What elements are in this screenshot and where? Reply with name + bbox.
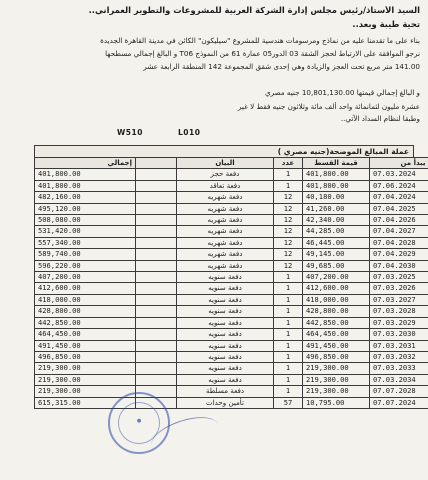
cell-empty	[136, 306, 177, 317]
cell-desc: دفعة شهريه	[177, 215, 274, 226]
cell-start: 07.03.2032	[370, 351, 428, 362]
cell-total: 219,300.00	[35, 386, 136, 397]
cell-total: 412,600.00	[35, 283, 136, 294]
addressee-line: السيد الأستاذ/رئيس مجلس إدارة الشركة العربية للمشروعات والتطوير العمراني..	[88, 6, 420, 15]
cell-count: 1	[274, 272, 303, 283]
cell-total: 464,450.00	[35, 329, 136, 340]
cell-desc: دفعة سنويه	[177, 294, 274, 305]
cell-desc: دفعة تعاقد	[177, 180, 274, 191]
cell-empty	[136, 249, 177, 260]
cell-count: 1	[274, 351, 303, 362]
cell-total: 557,340.00	[35, 237, 136, 248]
cell-installment: 412,600.00	[303, 283, 370, 294]
cell-count: 1	[274, 363, 303, 374]
cell-empty	[136, 237, 177, 248]
total-words-line: عشرة مليون لثمانمائة واحد ألف مائة وثلاثون جنيه فقط لا غير	[237, 102, 420, 111]
stamp-lettering: ●	[136, 418, 142, 424]
cell-installment: 464,450.00	[303, 329, 370, 340]
cell-total: 589,740.00	[35, 249, 136, 260]
cell-total: 442,850.00	[35, 317, 136, 328]
table-row	[35, 386, 428, 397]
intro-line-2: نرجو الموافقة على الارتباط لحجز الشقة 03 الدور05 عمارة 61 من النموذج T06 و البالغ إجمالي مسطحها	[105, 49, 420, 58]
cell-empty	[136, 203, 177, 214]
cell-count: 12	[274, 192, 303, 203]
cell-start: 07.03.2034	[370, 374, 428, 385]
table-row	[35, 272, 428, 283]
cell-start: 07.03.2024	[370, 169, 428, 180]
cell-start: 07.04.2030	[370, 260, 428, 271]
cell-desc: دفعة مسلطة	[177, 386, 274, 397]
table-row	[35, 283, 428, 294]
cell-start: 07.03.2029	[370, 317, 428, 328]
code-right: L010	[178, 128, 201, 137]
table-row	[35, 260, 428, 271]
cell-start: 07.04.2028	[370, 237, 428, 248]
cell-desc: دفعة سنويه	[177, 317, 274, 328]
cell-total: 219,300.00	[35, 374, 136, 385]
cell-total: 428,800.00	[35, 306, 136, 317]
table-row	[35, 329, 428, 340]
cell-count: 57	[274, 397, 303, 408]
cell-desc: دفعة شهريه	[177, 249, 274, 260]
table-row	[35, 397, 428, 408]
table-row	[35, 237, 428, 248]
cell-desc: دفعة سنويه	[177, 283, 274, 294]
cell-installment: 401,800.00	[303, 169, 370, 180]
table-row	[35, 294, 428, 305]
intro-line-1: بناء على ما تقدمنا عليه من نماذج ومرسومات هندسية للمشروع "سيليكون" الكائن في مدينة القاهرة الجديدة	[100, 36, 420, 45]
cell-total: 407,200.00	[35, 272, 136, 283]
cell-empty	[136, 317, 177, 328]
cell-desc: دفعة شهريه	[177, 192, 274, 203]
cell-count: 1	[274, 180, 303, 191]
payment-table	[34, 145, 426, 409]
cell-desc: دفعة سنويه	[177, 272, 274, 283]
cell-empty	[136, 272, 177, 283]
intro-line-3: 141.00 متر مربع تحت العجز والزيادة وهي إحدى شقق المجموعة 142 المنطقة الرابعة عشر	[143, 62, 420, 71]
cell-total: 219,300.00	[35, 363, 136, 374]
cell-desc: دفعة شهريه	[177, 226, 274, 237]
cell-desc: دفعة شهريه	[177, 237, 274, 248]
table-row	[35, 340, 428, 351]
cell-desc: دفعة شهريه	[177, 203, 274, 214]
cell-empty	[136, 340, 177, 351]
code-left: W510	[117, 128, 143, 137]
cell-installment: 407,200.00	[303, 272, 370, 283]
cell-count: 1	[274, 294, 303, 305]
cell-total: 496,850.00	[35, 351, 136, 362]
header-gap	[136, 158, 177, 169]
total-value-line: و البالغ إجمالي قيمتها 10,801,130.00 جنيه مصري	[264, 88, 420, 97]
cell-empty	[136, 283, 177, 294]
cell-installment: 496,850.00	[303, 351, 370, 362]
table-row	[35, 192, 428, 203]
cell-empty	[136, 294, 177, 305]
cell-installment: 219,300.00	[303, 386, 370, 397]
table-row	[35, 226, 428, 237]
table-row	[35, 317, 428, 328]
cell-desc: دفعة سنويه	[177, 374, 274, 385]
cell-desc: دفعة سنويه	[177, 363, 274, 374]
cell-installment: 49,145.00	[303, 249, 370, 260]
header-desc: البيان	[177, 158, 274, 169]
cell-total: 531,420.00	[35, 226, 136, 237]
cell-empty	[136, 363, 177, 374]
cell-empty	[136, 329, 177, 340]
cell-desc: تأمين وحدات	[177, 397, 274, 408]
table-row	[35, 180, 428, 191]
cell-installment: 219,300.00	[303, 363, 370, 374]
cell-total: 401,800.00	[35, 169, 136, 180]
cell-empty	[136, 215, 177, 226]
cell-count: 12	[274, 226, 303, 237]
cell-count: 1	[274, 340, 303, 351]
cell-empty	[136, 192, 177, 203]
cell-total: 596,220.00	[35, 260, 136, 271]
table-body	[35, 169, 428, 409]
cell-start: 07.04.2027	[370, 226, 428, 237]
cell-installment: 46,445.00	[303, 237, 370, 248]
table-header-row	[35, 158, 428, 169]
cell-start: 07.03.2028	[370, 306, 428, 317]
cell-installment: 491,450.00	[303, 340, 370, 351]
header-count: عدد	[274, 158, 303, 169]
cell-desc: دفعة سنويه	[177, 340, 274, 351]
table-row	[35, 351, 428, 362]
cell-count: 1	[274, 374, 303, 385]
cell-installment: 10,795.00	[303, 397, 370, 408]
cell-count: 12	[274, 215, 303, 226]
cell-empty	[136, 180, 177, 191]
cell-desc: دفعة شهريه	[177, 260, 274, 271]
cell-start: 07.03.2027	[370, 294, 428, 305]
cell-installment: 42,340.00	[303, 215, 370, 226]
cell-installment: 49,685.00	[303, 260, 370, 271]
cell-installment: 401,800.00	[303, 180, 370, 191]
cell-empty	[136, 260, 177, 271]
header-installment: قيمة القسط	[303, 158, 370, 169]
cell-total: 495,120.00	[35, 203, 136, 214]
cell-start: 07.04.2025	[370, 203, 428, 214]
cell-empty	[136, 351, 177, 362]
cell-start: 07.03.2031	[370, 340, 428, 351]
cell-count: 12	[274, 249, 303, 260]
cell-count: 1	[274, 169, 303, 180]
cell-total: 491,450.00	[35, 340, 136, 351]
cell-installment: 442,850.00	[303, 317, 370, 328]
cell-installment: 219,300.00	[303, 374, 370, 385]
cell-start: 07.03.2030	[370, 329, 428, 340]
cell-start: 07.06.2024	[370, 180, 428, 191]
cell-start: 07.03.2026	[370, 283, 428, 294]
table-row	[35, 215, 428, 226]
cell-count: 1	[274, 317, 303, 328]
cell-installment: 44,285.00	[303, 226, 370, 237]
table-row	[35, 363, 428, 374]
cell-total: 615,315.00	[35, 397, 136, 408]
payment-plan-line: وطبقا لنظام السداد الآتي..	[340, 114, 420, 123]
header-total: إجمالي	[35, 158, 136, 169]
header-start: يبدأ من	[370, 158, 428, 169]
cell-empty	[136, 226, 177, 237]
cell-start: 07.03.2025	[370, 272, 428, 283]
cell-start: 07.04.2024	[370, 192, 428, 203]
cell-empty	[136, 374, 177, 385]
cell-count: 1	[274, 306, 303, 317]
cell-count: 12	[274, 203, 303, 214]
table-row	[35, 249, 428, 260]
cell-total: 508,080.00	[35, 215, 136, 226]
cell-count: 1	[274, 386, 303, 397]
cell-total: 418,000.00	[35, 294, 136, 305]
cell-count: 12	[274, 260, 303, 271]
table-row	[35, 306, 428, 317]
cell-total: 482,160.00	[35, 192, 136, 203]
cell-empty	[136, 169, 177, 180]
cell-start: 07.07.2028	[370, 386, 428, 397]
cell-total: 401,800.00	[35, 180, 136, 191]
cell-desc: دفعة سنويه	[177, 306, 274, 317]
cell-start: 07.04.2026	[370, 215, 428, 226]
cell-desc: دفعة حجز	[177, 169, 274, 180]
cell-count: 12	[274, 237, 303, 248]
table-row	[35, 203, 428, 214]
cell-installment: 418,000.00	[303, 294, 370, 305]
cell-start: 07.04.2029	[370, 249, 428, 260]
cell-installment: 41,260.00	[303, 203, 370, 214]
cell-installment: 40,180.00	[303, 192, 370, 203]
cell-desc: دفعة سنويه	[177, 351, 274, 362]
cell-start: 07.07.2024	[370, 397, 428, 408]
cell-count: 1	[274, 329, 303, 340]
cell-count: 1	[274, 283, 303, 294]
table-row	[35, 374, 428, 385]
cell-desc: دفعة سنويه	[177, 329, 274, 340]
table-row	[35, 169, 428, 180]
cell-installment: 428,800.00	[303, 306, 370, 317]
greeting-line: تحية طيبة وبعد..	[352, 20, 420, 29]
table-caption: عملة المبالغ الموضحة(جنيه مصري )	[34, 145, 414, 157]
cell-start: 07.03.2033	[370, 363, 428, 374]
